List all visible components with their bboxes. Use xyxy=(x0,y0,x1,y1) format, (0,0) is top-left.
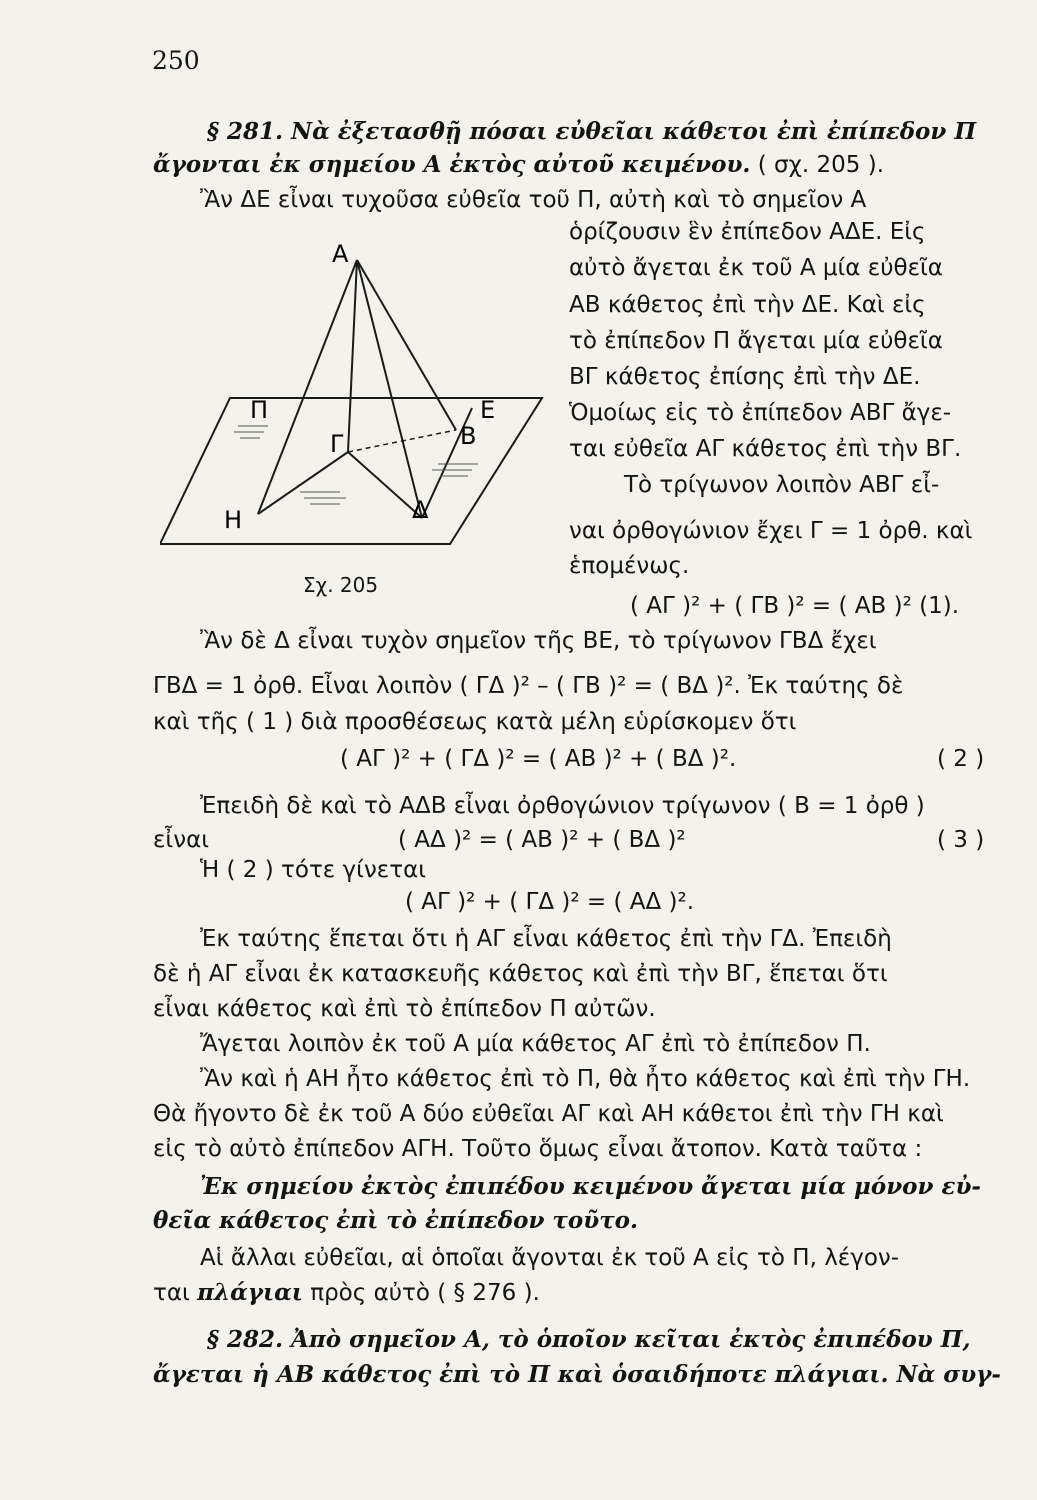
edge-AH xyxy=(258,260,357,514)
edge-AB xyxy=(357,260,456,430)
edge-AG xyxy=(348,260,357,452)
text-line: εἰς τὸ αὐτὸ ἐπίπεδον ΑΓΗ. Τοῦτο ὅμως εἶναι ἄτοπον. Κατὰ ταῦτα : xyxy=(153,1136,923,1162)
text-line: Ἄγεται λοιπὸν ἐκ τοῦ Α μία κάθετος ΑΓ ἐπὶ τὸ ἐπίπεδον Π. xyxy=(200,1031,871,1057)
text-line: εἶναι κάθετος καὶ ἐπὶ τὸ ἐπίπεδον Π αὐτῶν. xyxy=(153,996,656,1022)
text-line: Ὁμοίως εἰς τὸ ἐπίπεδον ΑΒΓ ἄγε- xyxy=(569,400,952,426)
label-H: Η xyxy=(224,506,243,534)
section-282-line1: § 282. Ἀπὸ σημεῖον Α, τὸ ὁποῖον κεῖται ἐκτὸς ἐπιπέδου Π, xyxy=(207,1326,971,1353)
equation-2: ( ΑΓ )² + ( ΓΔ )² = ( ΑΒ )² + ( ΒΔ )². xyxy=(340,746,737,772)
label-P: Π xyxy=(250,396,269,424)
section-281-heading-line1: § 281. Νὰ ἐξετασθῇ πόσαι εὐθεῖαι κάθετοι ἐπὶ ἐπίπεδον Π xyxy=(207,118,977,145)
label-D: Δ xyxy=(412,496,429,524)
figure-reference: ( σχ. 205 ). xyxy=(757,152,885,178)
text-line: ΑΒ κάθετος ἐπὶ τὴν ΔΕ. Καὶ εἰς xyxy=(569,292,926,318)
equation-4: ( ΑΓ )² + ( ΓΔ )² = ( ΑΔ )². xyxy=(405,889,695,915)
page-number: 250 xyxy=(152,46,200,75)
text-line: τὸ ἐπίπεδον Π ἄγεται μία εὐθεῖα xyxy=(569,328,943,354)
edge-HG xyxy=(258,452,348,514)
text-line: Ἂν καὶ ἡ ΑΗ ἦτο κάθετος ἐπὶ τὸ Π, θὰ ἦτο κάθετος καὶ ἐπὶ τὴν ΓΗ. xyxy=(200,1066,971,1092)
text-line: Τὸ τρίγωνον λοιπὸν ΑΒΓ εἶ- xyxy=(624,472,940,498)
text-line: Ἐπειδὴ δὲ καὶ τὸ ΑΔΒ εἶναι ὀρθογώνιον τρίγωνον ( Β = 1 ὀρθ ) xyxy=(200,793,925,819)
text-fragment: ται xyxy=(153,1280,190,1306)
edge-GB-dashed xyxy=(348,430,456,452)
text-line: καὶ τῆς ( 1 ) διὰ προσθέσεως κατὰ μέλη εὑρίσκομεν ὅτι xyxy=(153,709,797,735)
text-line: Ἡ ( 2 ) τότε γίνεται xyxy=(200,857,427,883)
equation-3-number: ( 3 ) xyxy=(937,827,985,853)
term-plagiai: πλάγιαι xyxy=(197,1279,303,1306)
theorem-line2: θεῖα κάθετος ἐπὶ τὸ ἐπίπεδον τοῦτο. xyxy=(153,1207,639,1234)
equation-2-number: ( 2 ) xyxy=(937,746,985,772)
section-281-heading-text: ἄγονται ἐκ σημείου Α ἐκτὸς αὐτοῦ κειμένου. xyxy=(153,151,751,178)
equation-1: ( ΑΓ )² + ( ΓΒ )² = ( ΑΒ )² (1). xyxy=(630,593,960,619)
label-G: Γ xyxy=(330,430,344,458)
section-281-heading-line2 xyxy=(153,150,884,180)
text-line-lead: εἶναι xyxy=(153,827,210,853)
equation-3: ( ΑΔ )² = ( ΑΒ )² + ( ΒΔ )² xyxy=(398,827,686,853)
text-line: δὲ ἡ ΑΓ εἶναι ἐκ κατασκευῆς κάθετος καὶ ἐπὶ τὴν ΒΓ, ἕπεται ὅτι xyxy=(153,961,888,987)
text-fragment: πρὸς αὐτὸ ( § 276 ). xyxy=(310,1280,540,1306)
text-line: αὐτὸ ἄγεται ἐκ τοῦ Α μία εὐθεῖα xyxy=(569,255,943,281)
plane-shading xyxy=(234,426,478,504)
section-282-line2: ἄγεται ἡ ΑΒ κάθετος ἐπὶ τὸ Π καὶ ὁσαιδήποτε πλάγιαι. Νὰ συγ- xyxy=(153,1361,1001,1388)
text-line: ναι ὀρθογώνιον ἔχει Γ = 1 ὀρθ. καὶ xyxy=(569,518,973,544)
text-line xyxy=(153,1278,540,1308)
text-line: ται εὐθεῖα ΑΓ κάθετος ἐπὶ τὴν ΒΓ. xyxy=(569,436,962,462)
text-line: Θὰ ἤγοντο δὲ ἐκ τοῦ Α δύο εὐθεῖαι ΑΓ καὶ ΑΗ κάθετοι ἐπὶ τὴν ΓΗ καὶ xyxy=(153,1101,944,1127)
text-line: ΓΒΔ = 1 ὀρθ. Εἶναι λοιπὸν ( ΓΔ )² – ( ΓΒ )² = ( ΒΔ )². Ἐκ ταύτης δὲ xyxy=(153,673,904,699)
text-line: Ἂν δὲ Δ εἶναι τυχὸν σημεῖον τῆς ΒΕ, τὸ τρίγωνον ΓΒΔ ἔχει xyxy=(200,628,877,654)
text-line: Ἂν ΔΕ εἶναι τυχοῦσα εὐθεῖα τοῦ Π, αὐτὴ καὶ τὸ σημεῖον Α xyxy=(200,187,867,213)
text-line: ΒΓ κάθετος ἐπίσης ἐπὶ τὴν ΔΕ. xyxy=(569,364,921,390)
label-B: Β xyxy=(460,422,477,450)
edge-GD xyxy=(348,452,422,518)
figure-205 xyxy=(160,230,560,570)
edge-AD xyxy=(357,260,422,518)
text-line: Ἐκ ταύτης ἕπεται ὅτι ἡ ΑΓ εἶναι κάθετος ἐπὶ τὴν ΓΔ. Ἐπειδὴ xyxy=(200,926,892,952)
theorem-line1: Ἐκ σημείου ἐκτὸς ἐπιπέδου κειμένου ἄγεται μία μόνον εὐ- xyxy=(200,1173,981,1200)
figure-caption: Σχ. 205 xyxy=(303,573,379,597)
label-A: Α xyxy=(332,240,349,268)
text-line: ὁρίζουσιν ἓν ἐπίπεδον ΑΔΕ. Εἰς xyxy=(569,219,926,245)
text-line: ἑπομένως. xyxy=(569,553,690,579)
text-line: Αἱ ἄλλαι εὐθεῖαι, αἱ ὁποῖαι ἄγονται ἐκ τοῦ Α εἰς τὸ Π, λέγον- xyxy=(200,1245,900,1271)
label-E: Ε xyxy=(480,396,496,424)
